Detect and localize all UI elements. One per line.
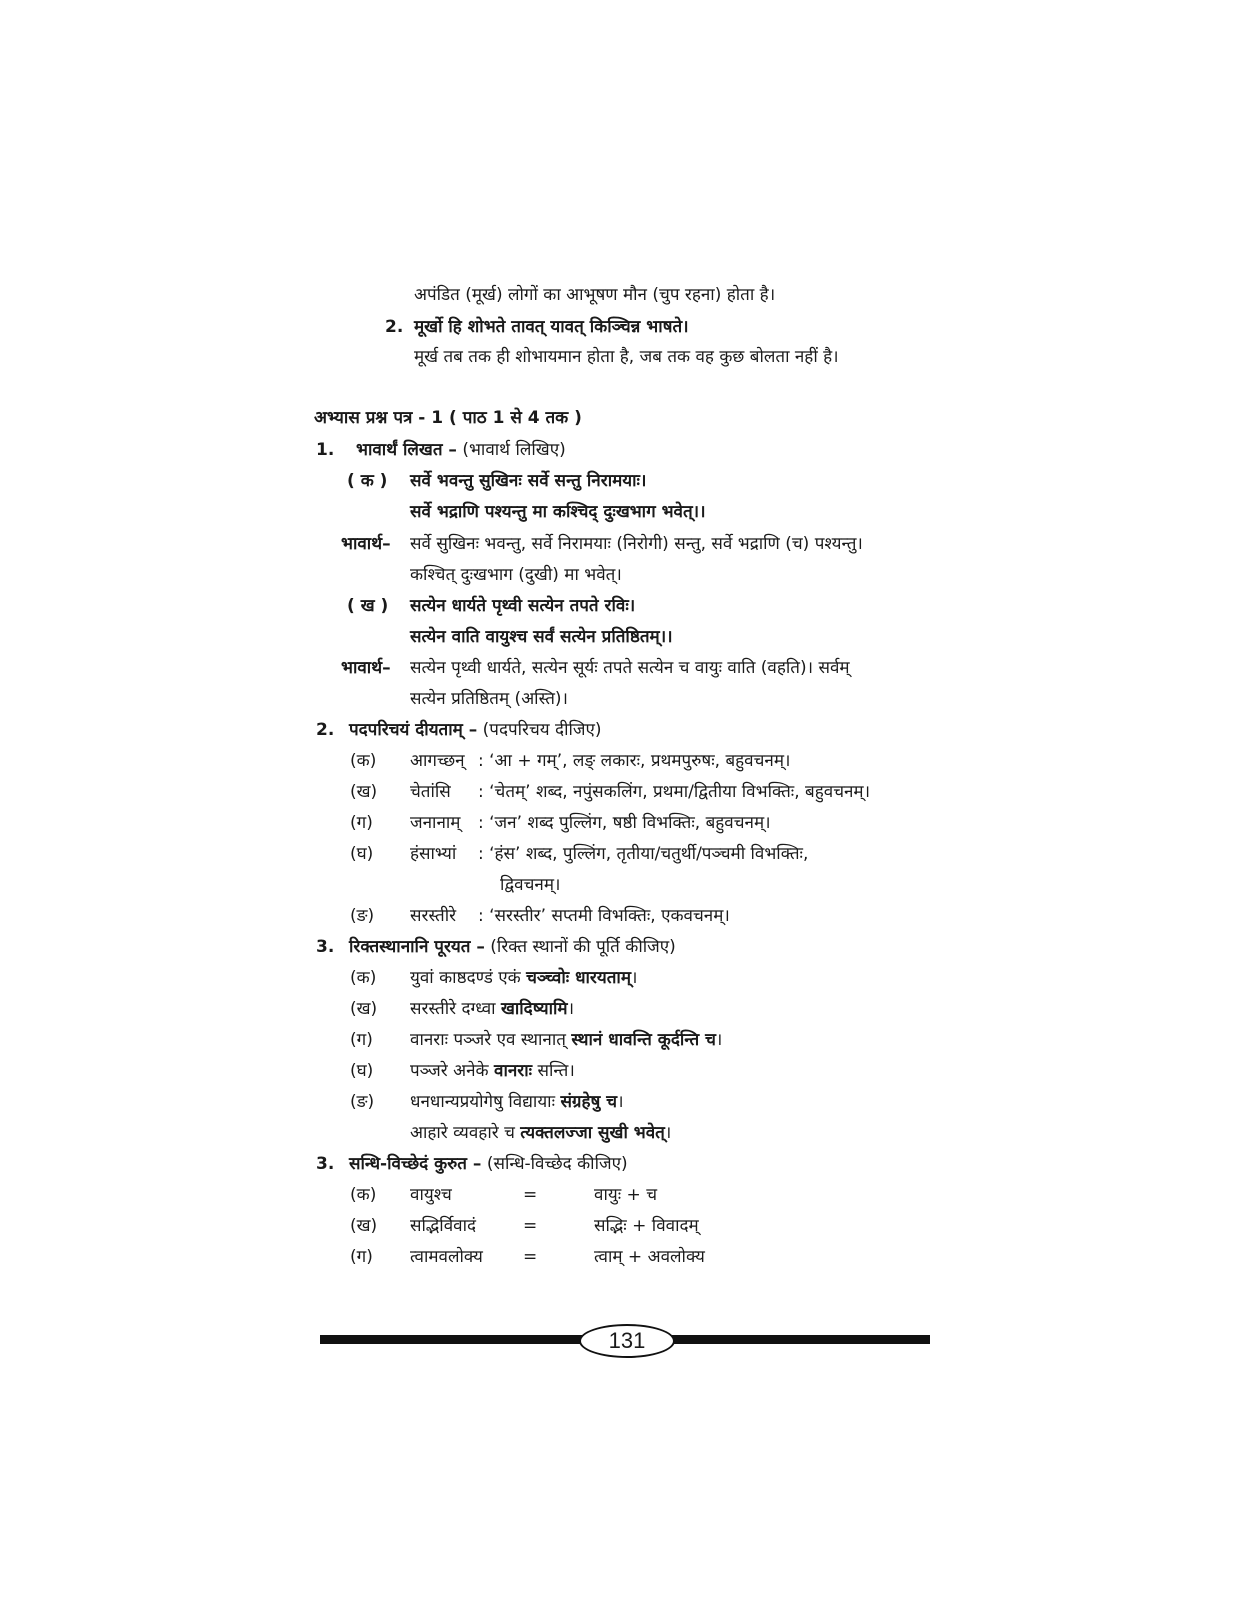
q3a-item-text: पञ्जरे अनेके xyxy=(410,1061,495,1081)
q3b-item-word: सद्भिर्विवादं xyxy=(410,1216,477,1236)
q3b-number: 3. xyxy=(316,1154,335,1174)
q3a-item xyxy=(410,966,637,990)
q3a-item-text: युवां काष्ठदण्डं एकं xyxy=(410,968,527,988)
q3a-item-label: (क) xyxy=(350,968,377,988)
q3b-item-split: वायुः + च xyxy=(594,1185,657,1205)
q2-item-label: (ख) xyxy=(350,782,378,802)
q3a-item-answer: संग्रहेषु च xyxy=(560,1092,618,1112)
q3b-heading xyxy=(349,1152,628,1176)
q2-heading-text: पदपरिचयं दीयताम् – xyxy=(349,720,478,740)
q1-ka-label: ( क ) xyxy=(347,471,388,491)
q2-item-desc: : ‘सरस्तीर’ सप्तमी विभक्तिः, एकवचनम्। xyxy=(478,906,730,926)
page-number: 131 xyxy=(579,1324,675,1358)
q3a-item-answer: त्यक्तलज्जा सुखी भवेत् xyxy=(520,1123,665,1143)
q1-ka-bhavarth-line1: सर्वे सुखिनः भवन्तु, सर्वे निरामयाः (निरोगी) सन्तु, सर्वे भद्राणि (च) पश्यन्तु। xyxy=(410,534,863,554)
q2-item-desc-continued: द्विवचनम्। xyxy=(500,875,561,895)
q3b-item-label: (ग) xyxy=(350,1247,373,1267)
q3a-item-label: (ङ) xyxy=(350,1092,375,1112)
q3a-item xyxy=(410,1090,624,1114)
q3a-item-text: वानराः पञ्जरे एव स्थानात् xyxy=(410,1030,572,1050)
q3b-heading-hint: (सन्धि-विच्छेद कीजिए) xyxy=(486,1154,628,1174)
section-title: अभ्यास प्रश्न पत्र - 1 ( पाठ 1 से 4 तक ) xyxy=(314,408,582,428)
q1-kha-label: ( ख ) xyxy=(347,596,389,616)
q3a-item-text: धनधान्यप्रयोगेषु विद्यायाः xyxy=(410,1092,561,1112)
q2-item-desc: : ‘आ + गम्’, लङ् लकारः, प्रथमपुरुषः, बहुवचनम्। xyxy=(478,751,791,771)
q3a-heading-hint: (रिक्त स्थानों की पूर्ति कीजिए) xyxy=(490,937,676,957)
item-2-number: 2. xyxy=(385,317,404,337)
q3b-item-label: (ख) xyxy=(350,1216,378,1236)
q1-heading-text: भावार्थं लिखत – xyxy=(356,440,457,460)
intro-line: अपंडित (मूर्ख) लोगों का आभूषण मौन (चुप रहना) होता है। xyxy=(414,285,776,305)
q3a-item xyxy=(410,997,574,1021)
q3b-item-label: (क) xyxy=(350,1185,377,1205)
q1-kha-line2: सत्येन वाति वायुश्च सर्वं सत्येन प्रतिष्ठितम्।। xyxy=(410,627,673,647)
q2-item-word: जनानाम् xyxy=(410,813,461,833)
q2-item-label: (क) xyxy=(350,751,377,771)
q1-ka-line2: सर्वे भद्राणि पश्यन्तु मा कश्चिद् दुःखभाग भवेत्।। xyxy=(410,502,706,522)
q1-ka-line1: सर्वे भवन्तु सुखिनः सर्वे सन्तु निरामयाः। xyxy=(410,471,647,491)
q2-item-label: (ङ) xyxy=(350,906,375,926)
q3b-item-word: त्वामवलोक्य xyxy=(410,1247,483,1267)
q3a-item-label: (ग) xyxy=(350,1030,373,1050)
q2-item-label: (ग) xyxy=(350,813,373,833)
footer-rule-right xyxy=(668,1335,930,1344)
q3a-heading-text: रिक्तस्थानानि पूरयत – xyxy=(349,937,485,957)
q3a-item-answer: खादिष्यामि xyxy=(500,999,568,1019)
q3a-item-answer: वानराः xyxy=(494,1061,533,1081)
q3a-item-text: आहारे व्यवहारे च xyxy=(410,1123,521,1143)
q1-ka-bhavarth-label: भावार्थ– xyxy=(341,534,391,554)
q3a-item-text: सरस्तीरे दग्ध्वा xyxy=(410,999,501,1019)
q2-heading xyxy=(349,718,602,742)
q3a-item xyxy=(410,1028,722,1052)
item-2-meaning: मूर्ख तब तक ही शोभायमान होता है, जब तक वह कुछ बोलता नहीं है। xyxy=(414,347,839,367)
q3b-item-equals: = xyxy=(523,1216,538,1236)
q1-ka-bhavarth-line2: कश्चित् दुःखभाग (दुखी) मा भवेत्। xyxy=(410,565,622,585)
q1-kha-bhavarth-line2: सत्येन प्रतिष्ठितम् (अस्ति)। xyxy=(410,689,568,709)
q1-heading xyxy=(356,438,566,462)
q2-item-label: (घ) xyxy=(350,844,374,864)
q3a-item-end: । xyxy=(567,999,575,1019)
q3b-heading-text: सन्धि-विच्छेदं कुरुत – xyxy=(349,1154,482,1174)
q1-kha-line1: सत्येन धार्यते पृथ्वी सत्येन तपते रविः। xyxy=(410,596,636,616)
q3a-item-continued xyxy=(410,1121,671,1145)
q3a-heading xyxy=(349,935,676,959)
q1-number: 1. xyxy=(316,440,335,460)
q3b-item-equals: = xyxy=(523,1247,538,1267)
item-2-sloka: मूर्खो हि शोभते तावत् यावत् किञ्चिन्न भाषते। xyxy=(414,317,689,337)
q1-heading-hint: (भावार्थ लिखिए) xyxy=(462,440,566,460)
q2-item-word: सरस्तीरे xyxy=(410,906,457,926)
q2-item-desc: : ‘हंस’ शब्द, पुल्लिंग, तृतीया/चतुर्थी/पञ्चमी विभक्तिः, xyxy=(478,844,809,864)
q3b-item-split: त्वाम् + अवलोक्य xyxy=(594,1247,705,1267)
q2-item-desc: : ‘जन’ शब्द पुल्लिंग, षष्ठी विभक्तिः, बहुवचनम्। xyxy=(478,813,771,833)
q2-item-word: हंसाभ्यां xyxy=(410,844,457,864)
q3a-number: 3. xyxy=(316,937,335,957)
q3b-item-split: सद्भिः + विवादम् xyxy=(594,1216,699,1236)
q3a-item-label: (ख) xyxy=(350,999,378,1019)
q3a-item-answer: स्थानं धावन्ति कूर्दन्ति च xyxy=(571,1030,716,1050)
q2-item-word: चेतांसि xyxy=(410,782,451,802)
q2-item-desc: : ‘चेतम्’ शब्द, नपुंसकलिंग, प्रथमा/द्वितीया विभक्तिः, बहुवचनम्। xyxy=(478,782,871,802)
q1-kha-bhavarth-line1: सत्येन पृथ्वी धार्यते, सत्येन सूर्यः तपते सत्येन च वायुः वाति (वहति)। सर्वम् xyxy=(410,658,850,678)
q1-kha-bhavarth-label: भावार्थ– xyxy=(341,658,391,678)
footer-rule-left xyxy=(320,1335,582,1344)
q3a-item-end: सन्ति। xyxy=(532,1061,575,1081)
q3a-item-answer: चञ्च्वोः धारयताम् xyxy=(526,968,632,988)
q3b-item-word: वायुश्च xyxy=(410,1185,452,1205)
q3b-item-equals: = xyxy=(523,1185,538,1205)
q3a-item xyxy=(410,1059,575,1083)
q3a-item-label: (घ) xyxy=(350,1061,374,1081)
q2-item-word: आगच्छन् xyxy=(410,751,465,771)
q3a-item-end: । xyxy=(664,1123,672,1143)
q3a-item-end: । xyxy=(617,1092,624,1112)
q2-heading-hint: (पदपरिचय दीजिए) xyxy=(482,720,602,740)
q3a-item-end: । xyxy=(631,968,638,988)
q3a-item-end: । xyxy=(715,1030,723,1050)
q2-number: 2. xyxy=(316,720,335,740)
